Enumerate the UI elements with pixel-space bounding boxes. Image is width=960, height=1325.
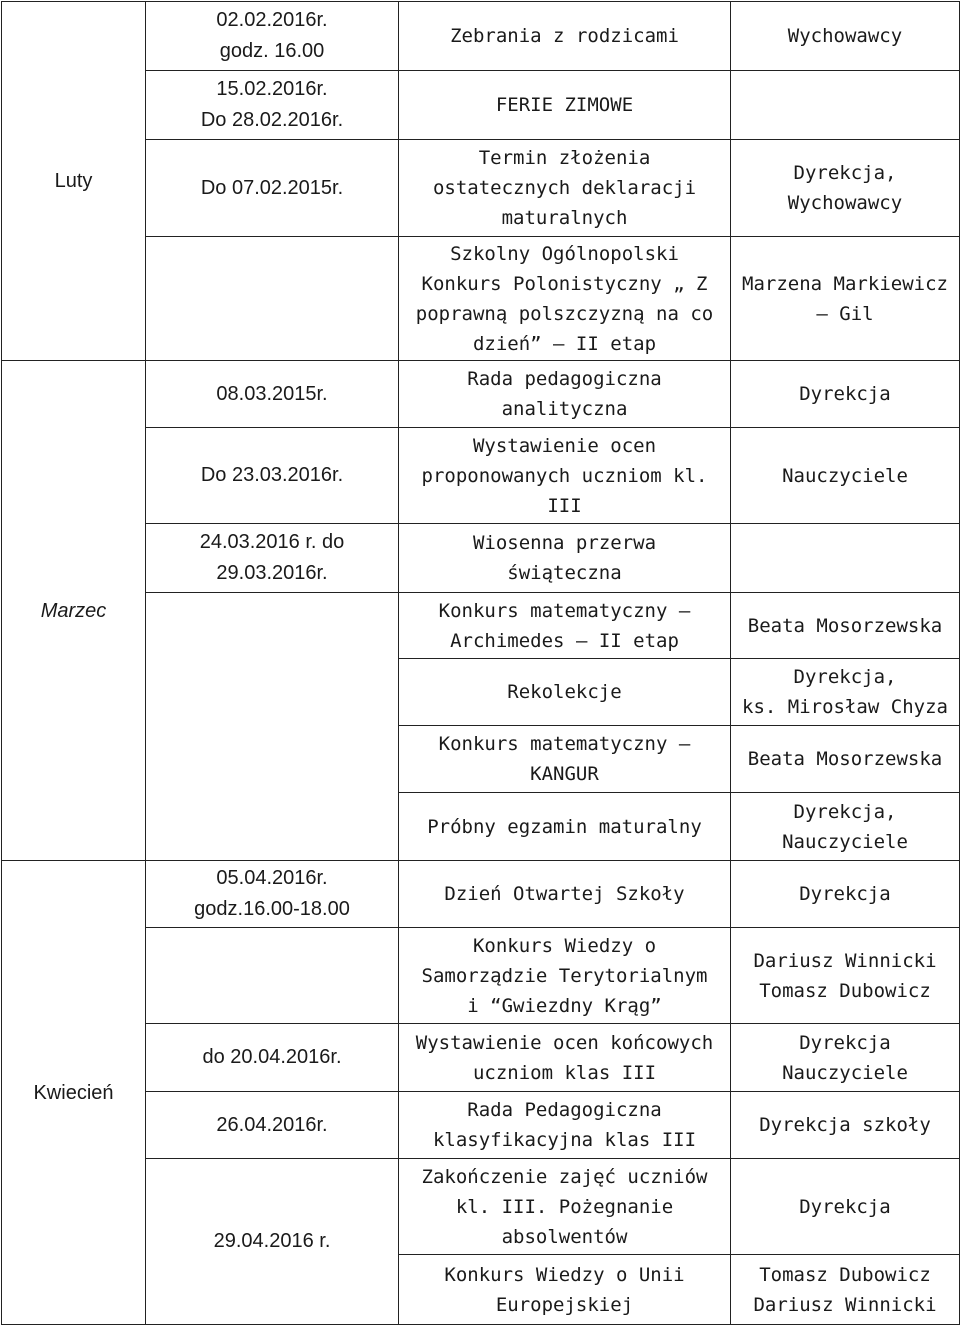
responsible-cell: Beata Mosorzewska [731, 726, 960, 793]
event-cell: Rada pedagogiczna analityczna [399, 361, 731, 428]
responsible-cell: Dyrekcja [731, 361, 960, 428]
table-row [2, 2, 960, 71]
event-cell: Termin złożenia ostatecznych deklaracji maturalnych [399, 140, 731, 237]
event-cell: FERIE ZIMOWE [399, 71, 731, 140]
table-row [2, 1159, 960, 1255]
responsible-cell: Dyrekcja, Wychowawcy [731, 140, 960, 237]
event-cell: Wystawienie ocen końcowych uczniom klas III [399, 1024, 731, 1092]
event-cell: Rekolekcje [399, 659, 731, 726]
table-row [2, 428, 960, 524]
event-cell: Konkurs matematyczny – KANGUR [399, 726, 731, 793]
responsible-cell: Wychowawcy [731, 2, 960, 71]
date-cell [146, 928, 399, 1024]
date-cell [146, 593, 399, 861]
table-row [2, 1024, 960, 1092]
event-cell: Konkurs Wiedzy o Unii Europejskiej [399, 1255, 731, 1325]
responsible-cell: Marzena Markiewicz – Gil [731, 237, 960, 361]
event-cell: Konkurs Wiedzy o Samorządzie Terytorialnym i “Gwiezdny Krąg” [399, 928, 731, 1024]
responsible-cell: Nauczyciele [731, 428, 960, 524]
table-row [2, 861, 960, 928]
event-cell: Zebrania z rodzicami [399, 2, 731, 71]
responsible-cell: Dariusz Winnicki Tomasz Dubowicz [731, 928, 960, 1024]
date-cell [146, 237, 399, 361]
date-cell: 15.02.2016r. Do 28.02.2016r. [146, 71, 399, 140]
table-row [2, 237, 960, 361]
date-cell: 24.03.2016 r. do 29.03.2016r. [146, 524, 399, 593]
month-luty: Luty [2, 2, 146, 361]
responsible-cell: Tomasz Dubowicz Dariusz Winnicki [731, 1255, 960, 1325]
responsible-cell: Dyrekcja, ks. Mirosław Chyza [731, 659, 960, 726]
date-cell: 26.04.2016r. [146, 1092, 399, 1159]
table-row [2, 361, 960, 428]
month-marzec: Marzec [2, 361, 146, 861]
event-cell: Zakończenie zajęć uczniów kl. III. Pożegnanie absolwentów [399, 1159, 731, 1255]
responsible-cell: Dyrekcja [731, 861, 960, 928]
event-cell: Konkurs matematyczny – Archimedes – II etap [399, 593, 731, 659]
responsible-cell [731, 71, 960, 140]
responsible-cell: Dyrekcja [731, 1159, 960, 1255]
table-row [2, 928, 960, 1024]
date-cell: 08.03.2015r. [146, 361, 399, 428]
event-cell: Rada Pedagogiczna klasyfikacyjna klas III [399, 1092, 731, 1159]
date-cell: Do 23.03.2016r. [146, 428, 399, 524]
event-cell: Dzień Otwartej Szkoły [399, 861, 731, 928]
event-cell: Wystawienie ocen proponowanych uczniom kl. III [399, 428, 731, 524]
table-row [2, 71, 960, 140]
date-cell: do 20.04.2016r. [146, 1024, 399, 1092]
responsible-cell: Dyrekcja, Nauczyciele [731, 793, 960, 861]
table-row [2, 1092, 960, 1159]
date-cell: 02.02.2016r. godz. 16.00 [146, 2, 399, 71]
responsible-cell: Dyrekcja szkoły [731, 1092, 960, 1159]
table-row [2, 524, 960, 593]
table-row [2, 593, 960, 659]
event-cell: Szkolny Ogólnopolski Konkurs Polonistyczny „ Z poprawną polszczyzną na co dzień” – II etap [399, 237, 731, 361]
event-cell: Wiosenna przerwa świąteczna [399, 524, 731, 593]
table-row [2, 140, 960, 237]
date-cell: Do 07.02.2015r. [146, 140, 399, 237]
month-kwiecien: Kwiecień [2, 861, 146, 1325]
school-calendar-table [1, 1, 960, 1325]
responsible-cell [731, 524, 960, 593]
date-cell: 05.04.2016r. godz.16.00-18.00 [146, 861, 399, 928]
responsible-cell: Dyrekcja Nauczyciele [731, 1024, 960, 1092]
date-cell: 29.04.2016 r. [146, 1159, 399, 1325]
event-cell: Próbny egzamin maturalny [399, 793, 731, 861]
responsible-cell: Beata Mosorzewska [731, 593, 960, 659]
